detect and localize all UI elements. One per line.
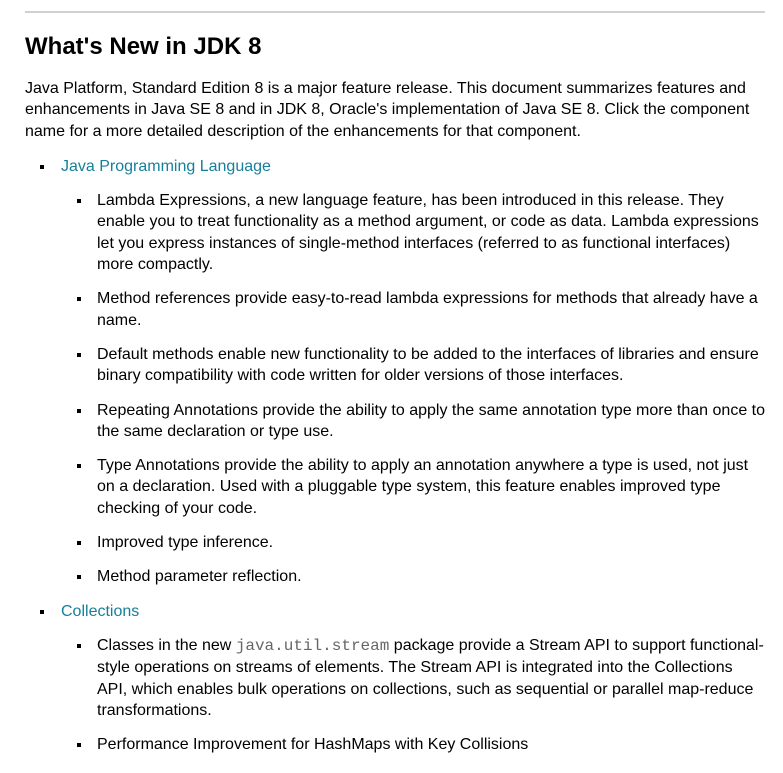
bullet-icon xyxy=(77,353,81,357)
bullet-icon xyxy=(77,644,81,648)
package-name-code: java.util.stream xyxy=(235,636,390,655)
list-item: Improved type inference. xyxy=(61,532,765,553)
bullet-icon xyxy=(77,297,81,301)
bullet-icon xyxy=(77,743,81,747)
list-item: Default methods enable new functionality to be added to the interfaces of libraries and ensure binary compatibility with code written for older versions of those interfaces. xyxy=(61,344,765,387)
list-item: Method parameter reflection. xyxy=(61,566,765,587)
component-collections xyxy=(25,601,765,756)
bullet-icon xyxy=(77,409,81,413)
list-item: Classes in the new java.util.stream package provide a Stream API to support functional-style operations on streams of elements. The Stream API is integrated into the Collections API, which enables bulk operations on collections, such as sequential or parallel map-reduce transformations. xyxy=(61,635,765,721)
list-item: Repeating Annotations provide the ability to apply the same annotation type more than once to the same declaration or type use. xyxy=(61,400,765,443)
list-item: Performance Improvement for HashMaps with Key Collisions xyxy=(61,734,765,755)
feature-list xyxy=(61,190,765,587)
page-title: What's New in JDK 8 xyxy=(25,33,262,60)
list-item: Method references provide easy-to-read lambda expressions for methods that already have a name. xyxy=(61,288,765,331)
component-list xyxy=(25,156,765,756)
bullet-icon xyxy=(77,575,81,579)
collections-link[interactable]: Collections xyxy=(61,602,140,620)
java-programming-language-link[interactable]: Java Programming Language xyxy=(61,157,271,175)
bullet-icon xyxy=(40,610,44,614)
top-divider xyxy=(25,11,765,13)
bullet-icon xyxy=(77,199,81,203)
list-item: Lambda Expressions, a new language feature, has been introduced in this release. They enable you to treat functionality as a method argument, or code as data. Lambda expressions let you express instances of single-method interfaces (referred to as functional interfaces) more compactly. xyxy=(61,190,765,275)
component-java-language xyxy=(25,156,765,588)
feature-list xyxy=(61,635,765,755)
intro-paragraph: Java Platform, Standard Edition 8 is a major feature release. This document summarizes features and enhancements in Java SE 8 and in JDK 8, Oracle's implementation of Java SE 8. Click the component name for a more detailed description of the enhancements for that component. xyxy=(25,80,750,140)
bullet-icon xyxy=(77,541,81,545)
list-item: Type Annotations provide the ability to apply an annotation anywhere a type is used, not just on a declaration. Used with a pluggable type system, this feature enables improved type checking of your code. xyxy=(61,455,765,519)
bullet-icon xyxy=(40,165,44,169)
document xyxy=(0,11,783,755)
bullet-icon xyxy=(77,464,81,468)
